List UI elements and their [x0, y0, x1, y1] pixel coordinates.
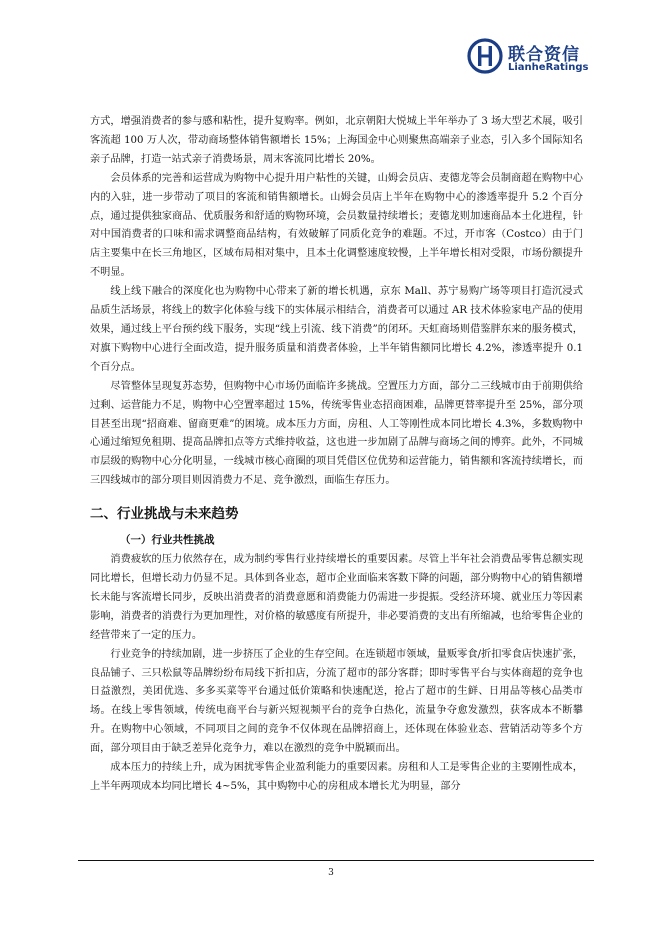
lianhe-logo-icon: [467, 38, 503, 74]
logo-chinese-text: 联合资信: [508, 45, 580, 65]
body-paragraph-3: 线上线下融合的深度化也为购物中心带来了新的增长机遇，京东 Mall、苏宁易购广场等项目打造沉浸式品质生活场景，将线上的数字化体验与线下的实体展示相结合，消费者可以通过 AR 技术体验家电产品的使用效果，通过线上平台预约线下服务，实现“线上引流、线下消费”的闭环。天虹商场则借鉴胖东来的服务模式，对旗下购物中心进行全面改造，提升服务质量和消费者体验，上半年销售额同比增长 4.2%，渗透率提升 0.1 个百分点。: [90, 286, 583, 373]
section-2-paragraph-1: 消费疲软的压力依然存在，成为制约零售行业持续增长的重要因素。尽管上半年社会消费品零售总额实现同比增长，但增长动力仍显不足。具体到各业态，超市企业面临来客数下降的问题，部分购物中心的销售额增长未能与客流增长同步，反映出消费者的消费意愿和消费能力仍需进一步提振。受经济环境、就业压力等因素影响，消费者的消费行为更加理性，对价格的敏感度有所提升，非必要消费的支出有所缩减，也给零售企业的经营带来了一定的压力。: [90, 554, 583, 641]
body-paragraph-4: 尽管整体呈现复苏态势，但购物中心市场仍面临许多挑战。空置压力方面，部分二三线城市由于前期供给过剩、运营能力不足，购物中心空置率超过 15%，传统零售业态招商困难，品牌更替率提升至 25%，部分项目甚至出现“招商难、留商更难”的困境。成本压力方面，房租、人工等刚性成本同比增长 4.3%，多数购物中心通过缩短免租期、提高品牌扣点等方式维持收益，这也进一步加剧了品牌与商场之间的博弈。此外，不同城市层级的购物中心分化明显，一线城市核心商圈的项目凭借区位优势和运营能力，销售额和客流持续增长，而三四线城市的部分项目则因消费力不足、竞争激烈，面临生存压力。: [90, 380, 583, 487]
body-paragraph-1: 方式，增强消费者的参与感和粘性，提升复购率。例如，北京朝阳大悦城上半年举办了 3 场大型艺术展，吸引客流超 100 万人次，带动商场整体销售额增长 15%；上海国金中心则聚焦高端亲子业态，引入多个国际知名亲子品牌，打造一站式亲子消费场景，周末客流同比增长 20%。: [90, 116, 583, 165]
company-logo: [467, 38, 627, 78]
main-content: [90, 113, 583, 797]
section-2-paragraph-3: 成本压力的持续上升，成为困扰零售企业盈利能力的重要因素。房租和人工是零售企业的主要刚性成本，上半年两项成本均同比增长 4~5%，其中购物中心的房租成本增长尤为明显，部分: [90, 762, 583, 792]
section-2-heading: 二、行业挑战与未来趋势: [90, 506, 239, 523]
page-number: 3: [328, 868, 334, 878]
section-2-paragraph-2: 行业竞争的持续加剧，进一步挤压了企业的生存空间。在连锁超市领域，量贩零食/折扣零食店快速扩张，良品铺子、三只松鼠等品牌纷纷布局线下折扣店，分流了超市的部分客群；即时零售平台与实体商超的竞争也日益激烈，美团优选、多多买菜等平台通过低价策略和快速配送，抢占了超市的生鲜、日用品等核心品类市场。在线上零售领域，传统电商平台与新兴短视频平台的竞争白热化，流量争夺愈发激烈，获客成本不断攀升。在购物中心领域，不同项目之间的竞争不仅体现在品牌招商上，还体现在体验业态、营销活动等多个方面，部分项目由于缺乏差异化竞争力，难以在激烈的竞争中脱颖而出。: [90, 648, 583, 755]
subsection-1-heading: （一）行业共性挑战: [120, 534, 215, 547]
footer-divider: [78, 860, 594, 861]
logo-english-text: LianheRatings: [508, 62, 589, 73]
body-paragraph-2: 会员体系的完善和运营成为购物中心提升用户粘性的关键，山姆会员店、麦德龙等会员制商超在购物中心内的入驻，进一步带动了项目的客流和销售额增长。山姆会员店上半年在购物中心的渗透率提升 5.2 个百分点，通过提供独家商品、优质服务和舒适的购物环境，会员数量持续增长；麦德龙则加速商品本土化进程，针对中国消费者的口味和需求调整商品结构，有效破解了同质化竞争的难题。不过，开市客（Costco）由于门店主要集中在长三角地区，区域布局相对集中，且本土化调整速度较慢，上半年增长相对受限，市场份额提升不明显。: [90, 172, 583, 279]
